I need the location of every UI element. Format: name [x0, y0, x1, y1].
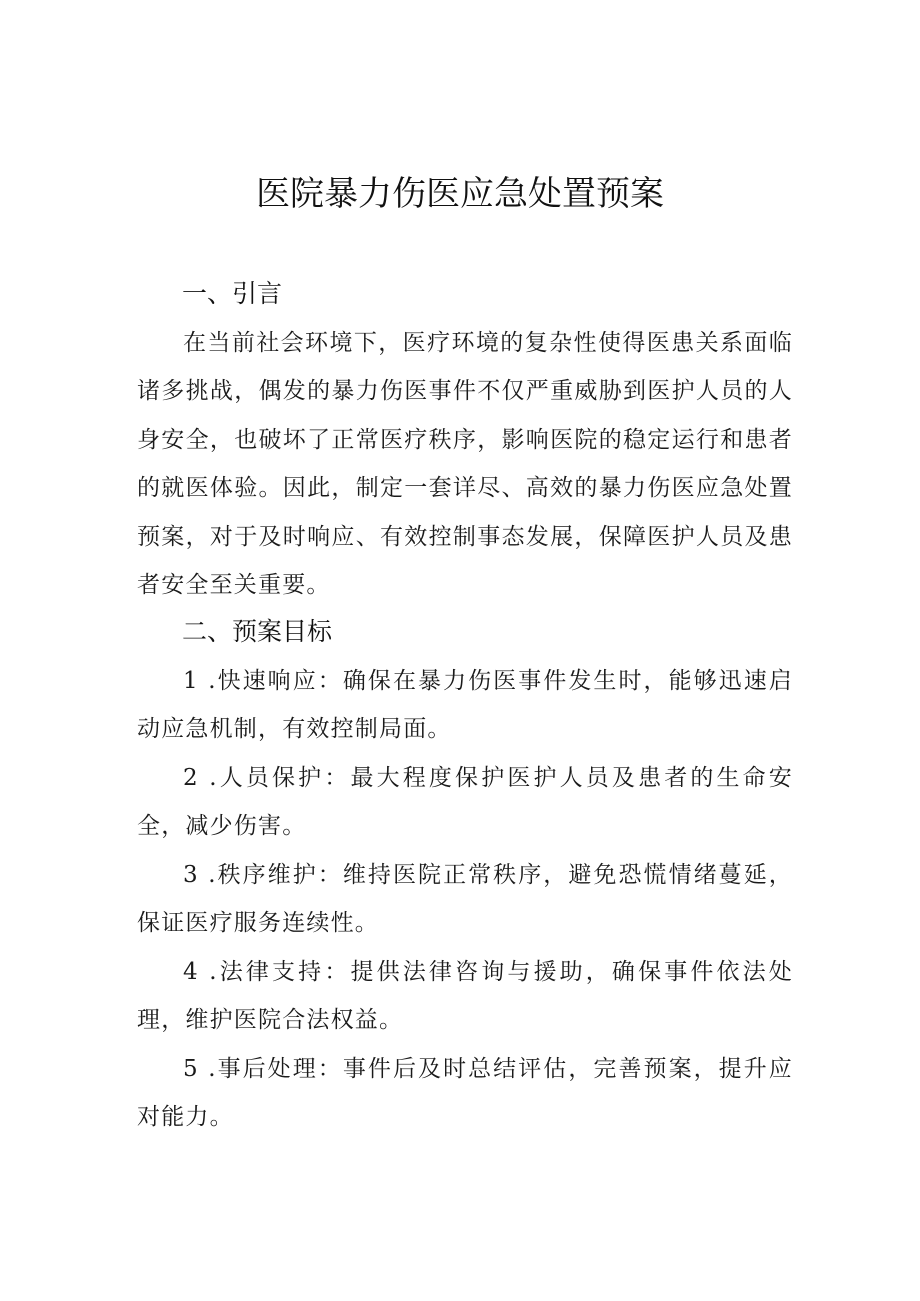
- objective-item-5: 5 .事后处理：事件后及时总结评估，完善预案，提升应对能力。: [137, 1056, 793, 1131]
- section-heading-introduction: 一、引言: [182, 279, 283, 308]
- document-title: 医院暴力伤医应急处置预案: [256, 174, 664, 214]
- objective-item-1: 1 .快速响应：确保在暴力伤医事件发生时，能够迅速启动应急机制，有效控制局面。: [137, 668, 793, 743]
- objective-item-3: 3 .秩序维护：维持医院正常秩序，避免恐慌情绪蔓延，保证医疗服务连续性。: [137, 862, 793, 937]
- objective-item-4: 4 .法律支持：提供法律咨询与援助，确保事件依法处理，维护医院合法权益。: [137, 959, 793, 1034]
- introduction-paragraph: 在当前社会环境下，医疗环境的复杂性使得医患关系面临诸多挑战，偶发的暴力伤医事件不仅严重威胁到医护人员的人身安全，也破坏了正常医疗秩序，影响医院的稳定运行和患者的就医体验。因此，制定一套详尽、高效的暴力伤医应急处置预案，对于及时响应、有效控制事态发展，保障医护人员及患者安全至关重要。: [137, 330, 793, 599]
- section-heading-objectives: 二、预案目标: [182, 617, 333, 646]
- objective-item-2: 2 .人员保护：最大程度保护医护人员及患者的生命安全，减少伤害。: [137, 765, 793, 840]
